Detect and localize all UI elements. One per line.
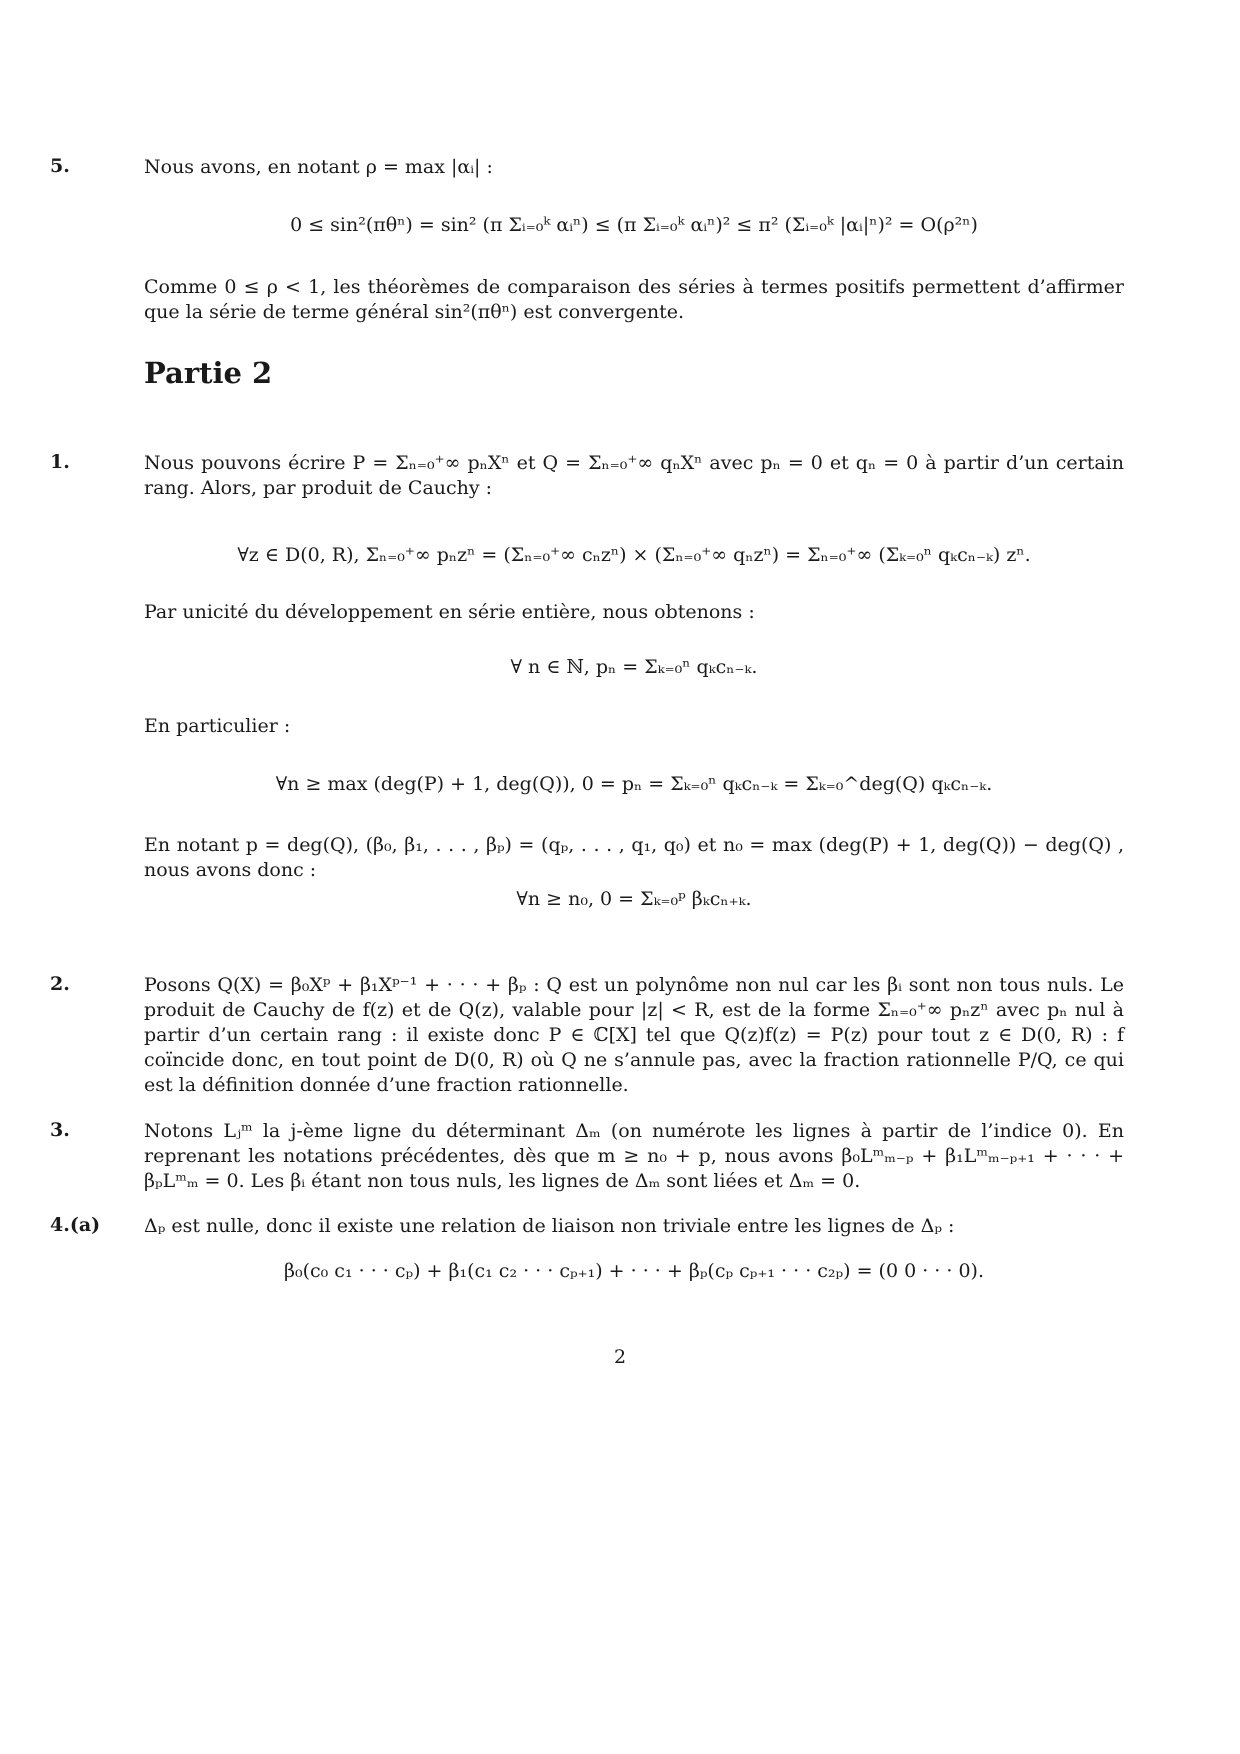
item-1-equation-3: ∀n ≥ max (deg(P) + 1, deg(Q)), 0 = pₙ = Σₖ₌₀ⁿ qₖcₙ₋ₖ = Σₖ₌₀^deg(Q) qₖcₙ₋ₖ.	[275, 773, 993, 795]
item-4a-text: Δₚ est nulle, donc il existe une relation de liaison non triviale entre les lignes de Δₚ :	[144, 1215, 955, 1237]
item-2-text: Posons Q(X) = β₀Xᵖ + β₁Xᵖ⁻¹ + · · · + βₚ : Q est un polynôme non nul car les βᵢ sont non tous nuls. Le produit de Cauchy de f(z) et de Q(z), valable pour |z| < R, est de la forme Σₙ₌₀⁺∞ pₙzⁿ avec pₙ nul à partir d’un certain rang : il existe donc P ∈ ℂ[X] tel que Q(z)f(z) = P(z) pour tout z ∈ D(0, R) : f coïncide donc, en tout point de D(0, R) où Q ne s’annule pas, avec la fraction rationnelle P/Q, ce qui est la définition donnée d’une fraction rationnelle.	[144, 974, 1124, 1096]
item-1-text-3: En particulier :	[144, 715, 291, 737]
section-title: Partie 2	[144, 356, 273, 390]
item-1-equation-1: ∀z ∈ D(0, R), Σₙ₌₀⁺∞ pₙzⁿ = (Σₙ₌₀⁺∞ cₙzⁿ) × (Σₙ₌₀⁺∞ qₙzⁿ) = Σₙ₌₀⁺∞ (Σₖ₌₀ⁿ qₖcₙ₋ₖ) zⁿ.	[237, 544, 1031, 566]
page-number: 2	[613, 1346, 627, 1368]
item-5-label: 5.	[50, 155, 70, 177]
item-5-equation: 0 ≤ sin²(πθⁿ) = sin² (π Σᵢ₌₀ᵏ αᵢⁿ) ≤ (π Σᵢ₌₀ᵏ αᵢⁿ)² ≤ π² (Σᵢ₌₀ᵏ |αᵢ|ⁿ)² = O(ρ²ⁿ)	[290, 214, 978, 236]
item-1-text-4: En notant p = deg(Q), (β₀, β₁, . . . , βₚ) = (qₚ, . . . , q₁, q₀) et n₀ = max (deg(P) + 1, deg(Q)) − deg(Q) , nous avons donc :	[144, 834, 1124, 881]
item-4a-label: 4.(a)	[50, 1214, 101, 1236]
item-1-equation-4: ∀n ≥ n₀, 0 = Σₖ₌₀ᵖ βₖcₙ₊ₖ.	[516, 888, 752, 910]
item-1-text-2: Par unicité du développement en série entière, nous obtenons :	[144, 601, 755, 623]
item-5-conclusion: Comme 0 ≤ ρ < 1, les théorèmes de comparaison des séries à termes positifs permettent d’affirmer que la série de terme général sin²(πθⁿ) est convergente.	[144, 276, 1124, 323]
item-4a-equation: β₀(c₀ c₁ · · · cₚ) + β₁(c₁ c₂ · · · cₚ₊₁) + · · · + βₚ(cₚ cₚ₊₁ · · · c₂ₚ) = (0 0 · · · 0).	[284, 1260, 984, 1282]
item-2-label: 2.	[50, 973, 70, 995]
item-5-intro: Nous avons, en notant ρ = max |αᵢ| :	[144, 156, 493, 178]
item-3-label: 3.	[50, 1119, 70, 1141]
item-3-text: Notons Lⱼᵐ la j-ème ligne du déterminant Δₘ (on numérote les lignes à partir de l’indice 0). En reprenant les notations précédentes, dès que m ≥ n₀ + p, nous avons β₀Lᵐₘ₋ₚ + β₁Lᵐₘ₋ₚ₊₁ + · · · + βₚLᵐₘ = 0. Les βᵢ étant non tous nuls, les lignes de Δₘ sont liées et Δₘ = 0.	[144, 1120, 1124, 1192]
item-1-equation-2: ∀ n ∈ ℕ, pₙ = Σₖ₌₀ⁿ qₖcₙ₋ₖ.	[510, 656, 758, 678]
item-1-label: 1.	[50, 451, 70, 473]
item-1-intro: Nous pouvons écrire P = Σₙ₌₀⁺∞ pₙXⁿ et Q = Σₙ₌₀⁺∞ qₙXⁿ avec pₙ = 0 et qₙ = 0 à partir d’un certain rang. Alors, par produit de Cauchy :	[144, 452, 1124, 499]
